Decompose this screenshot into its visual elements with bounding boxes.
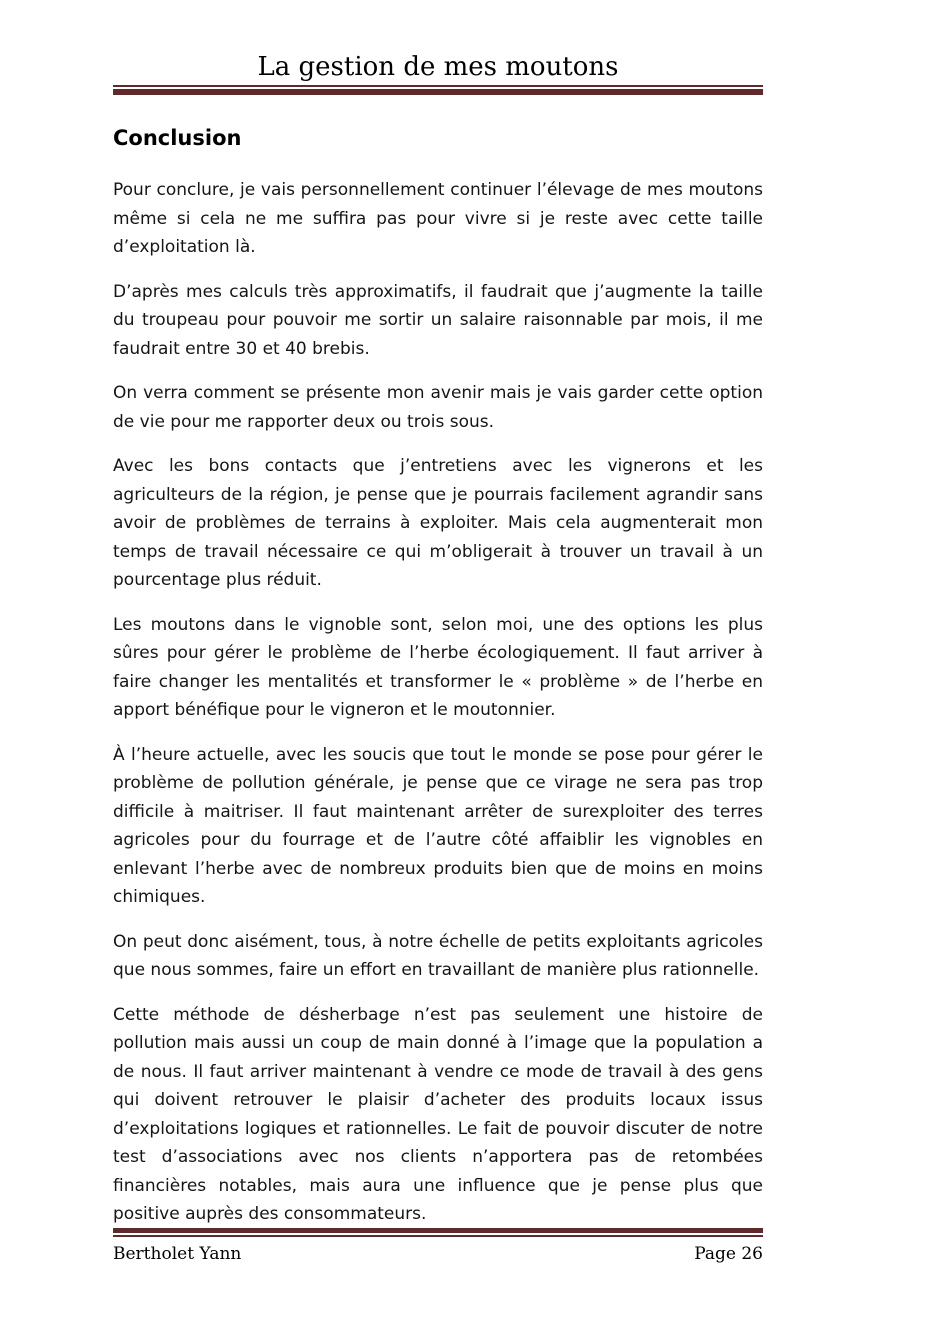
paragraph: À l’heure actuelle, avec les soucis que tout le monde se pose pour gérer le problème de pollution générale, je pense que ce virage ne sera pas trop difficile à maitriser. Il faut maintenant arrêter de surexploiter des terres agricoles pour du fourrage et de l’autre côté affaiblir les vignobles en enlevant l’herbe avec de nombreux produits bien que de moins en moins chimiques. bbox=[113, 744, 763, 907]
footer-rule-thin-line bbox=[113, 1235, 763, 1237]
footer-author: Bertholet Yann bbox=[113, 1244, 242, 1264]
paragraph: On verra comment se présente mon avenir mais je vais garder cette option de vie pour me rapporter deux ou trois sous. bbox=[113, 383, 763, 432]
footer-rule-thick-line bbox=[113, 1228, 763, 1233]
header-rule-thin-line bbox=[113, 85, 763, 87]
footer-page-number: Page 26 bbox=[694, 1244, 763, 1264]
header-rule bbox=[113, 85, 763, 95]
section-heading: Conclusion bbox=[113, 126, 242, 150]
document-title: La gestion de mes moutons bbox=[257, 52, 619, 82]
page-content bbox=[113, 0, 763, 1245]
footer-rule bbox=[113, 1228, 763, 1237]
document-header bbox=[113, 52, 763, 95]
paragraph: Pour conclure, je vais personnellement continuer l’élevage de mes moutons même si cela ne me suffira pas pour vivre si je reste avec cette taille d’exploitation là. bbox=[113, 180, 763, 257]
paragraph: On peut donc aisément, tous, à notre échelle de petits exploitants agricoles que nous sommes, faire un effort en travaillant de manière plus rationnelle. bbox=[113, 931, 763, 980]
header-rule-thick-line bbox=[113, 89, 763, 95]
paragraph: Les moutons dans le vignoble sont, selon moi, une des options les plus sûres pour gérer le problème de l’herbe écologiquement. Il faut arriver à faire changer les mentalités et transformer le « problème » de l’herbe en apport bénéfique pour le vigneron et le moutonnier. bbox=[113, 614, 763, 720]
paragraph: Cette méthode de désherbage n’est pas seulement une histoire de pollution mais aussi un coup de main donné à l’image que la population a de nous. Il faut arriver maintenant à vendre ce mode de travail à des gens qui doivent retrouver le plaisir d’acheter des produits locaux issus d’exploitations logiques et rationnelles. Le fait de pouvoir discuter de notre test d’associations avec nos clients n’apportera pas de retombées financières notables, mais aura une influence que je pense plus que positive auprès des consommateurs. bbox=[113, 1004, 763, 1224]
paragraph: Avec les bons contacts que j’entretiens avec les vignerons et les agriculteurs de la région, je pense que je pourrais facilement agrandir sans avoir de problèmes de terrains à exploiter. Mais cela augmenterait mon temps de travail nécessaire ce qui m’obligerait à trouver un travail à un pourcentage plus réduit. bbox=[113, 456, 763, 590]
document-footer bbox=[113, 1228, 763, 1265]
footer-row bbox=[113, 1243, 763, 1265]
paragraph: D’après mes calculs très approximatifs, il faudrait que j’augmente la taille du troupeau pour pouvoir me sortir un salaire raisonnable par mois, il me faudrait entre 30 et 40 brebis. bbox=[113, 281, 763, 359]
